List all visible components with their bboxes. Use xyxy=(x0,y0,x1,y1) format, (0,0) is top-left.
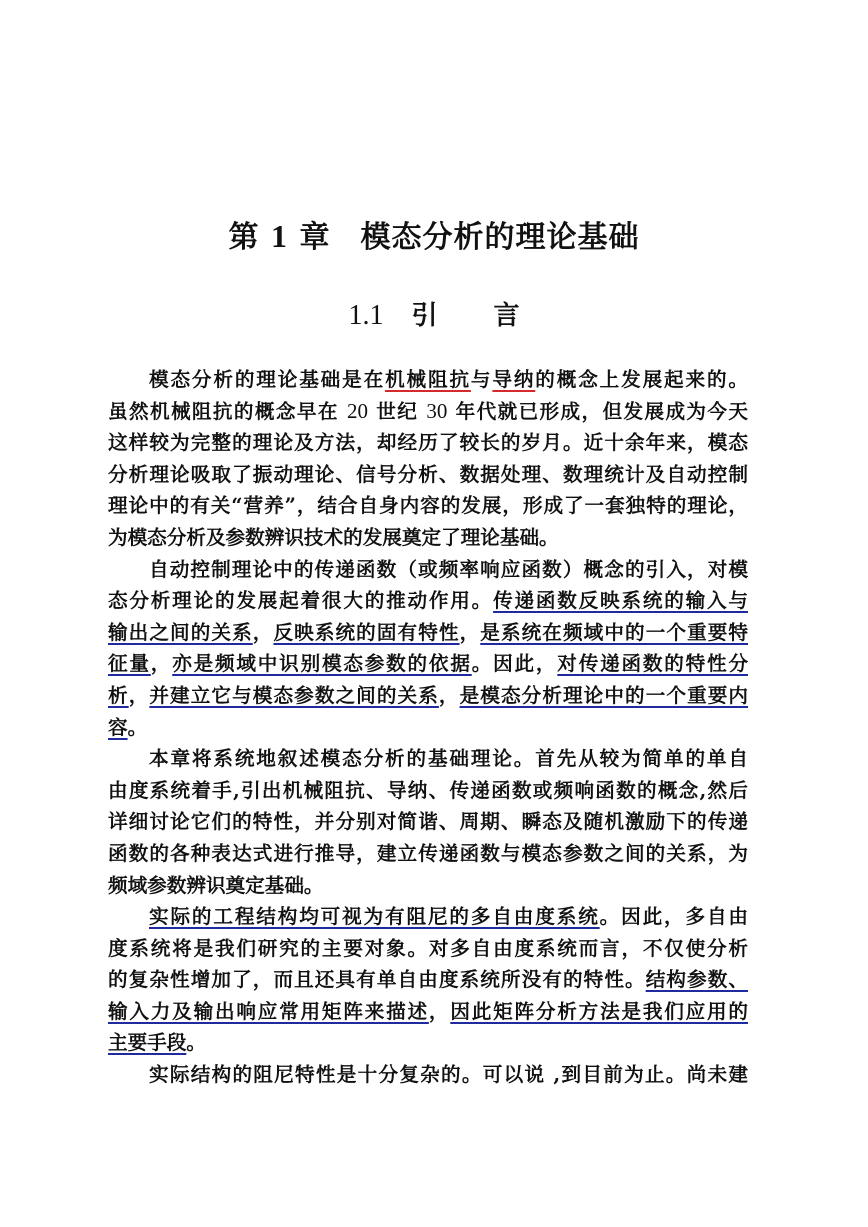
text-line: 容。 xyxy=(108,715,148,739)
underlined-phrase: 容 xyxy=(108,715,128,739)
text-line: 征量，亦是频域中识别模态参数的依据。因此，对传递函数的特性分 xyxy=(108,652,748,676)
text-line: 输出之间的关系，反映系统的固有特性，是系统在频域中的一个重要特 xyxy=(108,620,748,644)
underlined-phrase: 结构参数、 xyxy=(645,968,748,992)
underlined-phrase: 主要手段 xyxy=(108,1031,187,1055)
underlined-phrase: 因此矩阵分析方法是我们应用的 xyxy=(450,999,748,1023)
underlined-term: 机械阻抗 xyxy=(385,368,471,391)
text-line: 实际的工程结构均可视为有阻尼的多自由度系统。因此，多自由 xyxy=(149,905,748,929)
text-line: 态分析理论的发展起着很大的推动作用。传递函数反映系统的输入与 xyxy=(108,589,748,613)
text-line: 频域参数辨识奠定基础。 xyxy=(108,873,324,897)
underlined-term: 导纳 xyxy=(492,368,536,391)
underlined-phrase: 实际的工程结构均可视为有阻尼的多自由度系统 xyxy=(149,905,600,929)
text-line: 虽然机械阻抗的概念早在 20 世纪 30 年代就已形成，但发展成为今天 xyxy=(108,398,748,423)
underlined-phrase: 是系统在频域中的一个重要特 xyxy=(480,620,748,644)
underlined-phrase: 征量 xyxy=(108,652,151,676)
text-line: 这样较为完整的理论及方法，却经历了较长的岁月。近十余年来，模态 xyxy=(108,431,748,455)
text-line: 输入力及输出响应常用矩阵来描述，因此矩阵分析方法是我们应用的 xyxy=(108,999,748,1023)
chapter-number: 1 xyxy=(271,218,288,254)
section-number: 1.1 xyxy=(348,300,384,331)
text-line: 详细讨论它们的特性，并分别对简谐、周期、瞬态及随机激励下的传递 xyxy=(108,810,748,834)
chapter-prefix: 第 xyxy=(228,220,260,255)
text-line: 由度系统着手,引出机械阻抗、导纳、传递函数或频响函数的概念,然后 xyxy=(108,778,748,802)
text-line: 函数的各种表达式进行推导，建立传递函数与模态参数之间的关系，为 xyxy=(108,841,748,865)
section-title xyxy=(0,296,868,336)
text-line: 自动控制理论中的传递函数（或频率响应函数）概念的引入，对模 xyxy=(149,557,748,581)
underlined-phrase: 输入力及输出响应常用矩阵来描述 xyxy=(108,999,429,1023)
underlined-phrase: 对传递函数的特性分 xyxy=(557,652,748,676)
section-title-char-2: 言 xyxy=(493,301,520,331)
underlined-phrase: 析 xyxy=(108,683,129,707)
text-line: 分析理论吸取了振动理论、信号分析、数据处理、数理统计及自动控制 xyxy=(108,462,748,486)
underlined-phrase: 并建立它与模态参数之间的关系 xyxy=(149,683,439,707)
chapter-suffix: 章 xyxy=(299,220,331,255)
text-line: 模态分析的理论基础是在机械阻抗与导纳的概念上发展起来的。 xyxy=(149,368,748,391)
section-title-char-1: 引 xyxy=(411,301,438,331)
text-line: 实际结构的阻尼特性是十分复杂的。可以说 ,到目前为止。尚未建 xyxy=(149,1063,748,1087)
chapter-name: 模态分析的理论基础 xyxy=(360,220,640,255)
text-line: 本章将系统地叙述模态分析的基础理论。首先从较为简单的单自 xyxy=(149,747,748,771)
text-line: 主要手段。 xyxy=(108,1031,206,1055)
underlined-phrase: 输出之间的关系 xyxy=(108,620,253,644)
underlined-phrase: 反映系统的固有特性 xyxy=(273,620,460,644)
body-text xyxy=(108,364,748,1091)
underlined-phrase: 是模态分析理论中的一个重要内 xyxy=(459,683,748,707)
underlined-phrase: 传递函数反映系统的输入与 xyxy=(493,589,748,613)
chapter-title xyxy=(0,214,868,260)
text-line: 的复杂性增加了，而且还具有单自由度系统所没有的特性。结构参数、 xyxy=(108,968,748,992)
text-line: 为模态分析及参数辨识技术的发展奠定了理论基础。 xyxy=(108,525,559,549)
text-line: 析，并建立它与模态参数之间的关系，是模态分析理论中的一个重要内 xyxy=(108,683,748,707)
text-line: 度系统将是我们研究的主要对象。对多自由度系统而言，不仅使分析 xyxy=(108,936,748,960)
underlined-phrase: 亦是频域中识别模态参数的依据 xyxy=(172,652,472,676)
text-line: 理论中的有关“营养”，结合自身内容的发展，形成了一套独特的理论， xyxy=(108,494,748,518)
